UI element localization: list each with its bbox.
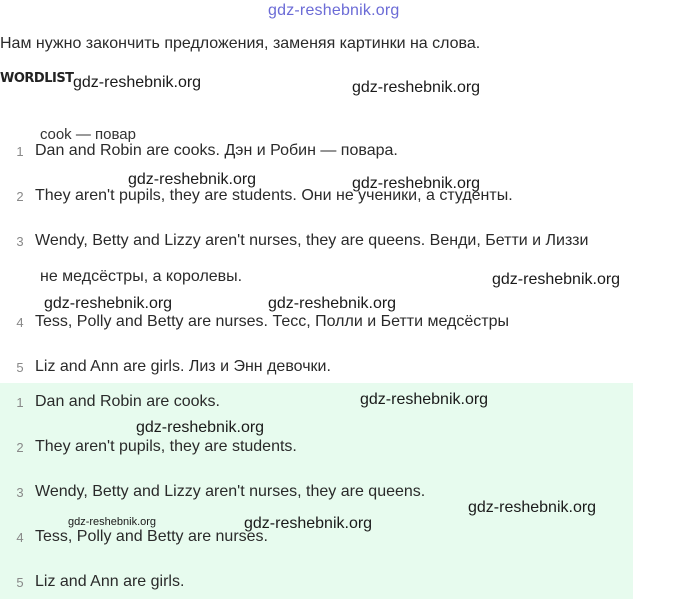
- answer-line: Dan and Robin are cooks.: [35, 393, 220, 410]
- translation-number: 4: [16, 315, 24, 330]
- watermark: gdz-reshebnik.org: [44, 295, 173, 312]
- translation-number: 2: [16, 189, 24, 204]
- watermark: gdz-reshebnik.org: [73, 74, 202, 91]
- translation-line: Liz and Ann are girls. Лиз и Энн девочки.: [35, 358, 331, 375]
- watermark: gdz-reshebnik.org: [468, 499, 597, 516]
- translation-line: Tess, Polly and Betty are nurses. Тесс, Полли и Бетти медсёстры: [35, 313, 510, 330]
- answer-number: 1: [16, 395, 24, 410]
- answer-number: 2: [16, 440, 24, 455]
- watermark: gdz-reshebnik.org: [136, 419, 265, 436]
- watermark: gdz-reshebnik.org: [352, 79, 481, 96]
- answer-number: 4: [16, 530, 24, 545]
- watermark: gdz-reshebnik.org: [268, 295, 397, 312]
- answer-number: 5: [16, 575, 24, 590]
- translation-line: They aren't pupils, they are students. Они не ученики, а студенты.: [35, 187, 513, 204]
- watermark: gdz-reshebnik.org: [492, 271, 621, 288]
- translation-number: 5: [16, 360, 24, 375]
- answer-line: Liz and Ann are girls.: [35, 573, 185, 590]
- watermark: gdz-reshebnik.org: [68, 516, 157, 528]
- translation-line: Dan and Robin are cooks. Дэн и Робин — повара.: [35, 142, 398, 159]
- watermark: gdz-reshebnik.org: [352, 175, 481, 192]
- wordlist-label: WORDLIST: [0, 71, 74, 86]
- watermark: gdz-reshebnik.org: [244, 515, 373, 532]
- answer-line: Wendy, Betty and Lizzy aren't nurses, they are queens.: [35, 483, 426, 500]
- answer-line: Tess, Polly and Betty are nurses.: [35, 528, 268, 545]
- watermark-top: gdz-reshebnik.org: [268, 2, 400, 19]
- answer-line: They aren't pupils, they are students.: [35, 438, 297, 455]
- watermark: gdz-reshebnik.org: [360, 391, 489, 408]
- translation-number: 3: [16, 234, 24, 249]
- watermark: gdz-reshebnik.org: [128, 171, 257, 188]
- translation-line-continued: не медсёстры, а королевы.: [40, 268, 243, 285]
- translation-number: 1: [16, 144, 24, 159]
- answer-number: 3: [16, 485, 24, 500]
- intro-text: Нам нужно закончить предложения, заменяя картинки на слова.: [0, 35, 481, 52]
- translation-line: Wendy, Betty and Lizzy aren't nurses, they are queens. Венди, Бетти и Лиззи: [35, 232, 589, 249]
- wordlist-entry-partial: cook — повар: [40, 126, 136, 143]
